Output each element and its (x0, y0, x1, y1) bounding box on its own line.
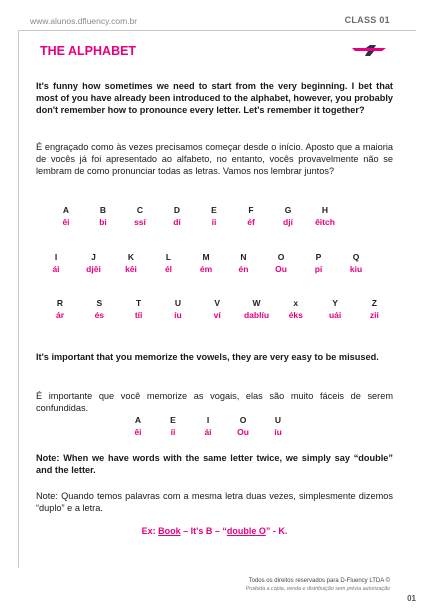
pronunciation: ssí (134, 217, 146, 227)
letter: Y (332, 298, 338, 308)
intro-portuguese: É engraçado como às vezes precisamos começar desde o início. Aposto que a maioria de vocês já foi apresentado ao alfabeto, no entanto, vocês provavelmente não se lembram de como pronunciar todas as letras. Vamos nos lembrar juntos? (36, 142, 393, 177)
letter-cell (116, 252, 146, 275)
pronunciation: djí (283, 217, 293, 227)
letter-cell (228, 415, 258, 438)
letter-cell (281, 298, 311, 321)
note-portuguese: Note: Quando temos palavras com a mesma letra duas vezes, simplesmente dizemos “duplo” e a letra. (36, 491, 393, 514)
pronunciation: íi (170, 427, 176, 437)
letter-row (36, 252, 393, 278)
letter: G (284, 205, 292, 215)
letter: U (274, 415, 282, 425)
letter: F (248, 205, 254, 215)
pronunciation: ví (213, 310, 221, 320)
pronunciation: él (164, 264, 173, 274)
pronunciation: Ou (237, 427, 249, 437)
letter: S (96, 298, 103, 308)
pronunciation: ár (55, 310, 65, 320)
example-prefix: Ex: (141, 526, 159, 536)
letter: V (214, 298, 221, 308)
example-middle: – It's B – “ (180, 526, 227, 536)
pronunciation: ái (204, 427, 212, 437)
letter-cell (158, 415, 188, 438)
pronunciation: kiu (349, 264, 363, 274)
page-number: 01 (407, 594, 416, 603)
pronunciation: éks (288, 310, 303, 320)
letter: D (173, 205, 181, 215)
letter-cell (162, 205, 192, 228)
letter-row (36, 298, 393, 324)
top-divider (18, 30, 416, 31)
pronunciation: dí (173, 217, 181, 227)
letter-row (36, 415, 393, 441)
letter-cell (229, 252, 259, 275)
pronunciation: ém (199, 264, 213, 274)
pronunciation: és (94, 310, 105, 320)
pronunciation: uái (328, 310, 342, 320)
pronunciation: bi (99, 217, 107, 227)
letter: J (91, 252, 96, 262)
letter: E (170, 415, 176, 425)
pronunciation: Ou (275, 264, 287, 274)
pronunciation: íu (174, 310, 182, 320)
letter-row (36, 205, 393, 231)
vowels-portuguese: É importante que você memorize as vogais, elas são muito fáceis de serem confundidas. (36, 391, 393, 414)
pronunciation: ái (52, 264, 60, 274)
letter-cell (304, 252, 334, 275)
letter-cell (310, 205, 340, 228)
pronunciation: íu (274, 427, 282, 437)
pronunciation: dablíu (243, 310, 270, 320)
letter-cell (341, 252, 371, 275)
pronunciation: djêi (86, 264, 101, 274)
letter: C (136, 205, 144, 215)
letter: T (135, 298, 142, 308)
letter-cell (154, 252, 184, 275)
pronunciation: êitch (315, 217, 335, 227)
intro-english: It's funny how sometimes we need to start from the very beginning. I bet that most of you have already been introduced to the alphabet, however, you probably don't remember how to pronounce every letter. Let's remember it together? (36, 81, 393, 116)
site-url: www.alunos.dfluency.com.br (30, 16, 138, 26)
letter: I (206, 415, 210, 425)
letter-cell (242, 298, 272, 321)
example-word: Book (158, 526, 181, 536)
letter: L (165, 252, 172, 262)
example-line (36, 526, 393, 536)
pronunciation: êi (134, 427, 142, 437)
pronunciation: pí (314, 264, 323, 274)
letter: A (134, 415, 142, 425)
pronunciation: zii (369, 310, 379, 320)
letter-cell (202, 298, 232, 321)
page-title: THE ALPHABET (40, 44, 137, 58)
class-label: CLASS 01 (344, 15, 390, 25)
letter: R (56, 298, 64, 308)
footer-rights: Todos os direitos reservados para D-Fluency LTDA © (248, 578, 390, 584)
letter-cell (51, 205, 81, 228)
letter: x (293, 298, 299, 308)
letter-cell (88, 205, 118, 228)
letter: K (127, 252, 135, 262)
letter: Q (352, 252, 360, 262)
letter: N (240, 252, 247, 262)
letter: B (99, 205, 107, 215)
letter-cell (84, 298, 114, 321)
letter-cell (124, 298, 154, 321)
letter: Z (371, 298, 377, 308)
letter-cell (125, 205, 155, 228)
footer-notice: Proibida a cópia, venda e distribuição sem prévia autorização (245, 586, 390, 592)
letter: M (202, 252, 210, 262)
letter-cell (320, 298, 350, 321)
letter-cell (273, 205, 303, 228)
letter-cell (163, 298, 193, 321)
pronunciation: éf (247, 217, 255, 227)
letter: O (277, 252, 285, 262)
letter-cell (359, 298, 389, 321)
letter-cell (79, 252, 109, 275)
vowels-english: It's important that you memorize the vowels, they are very easy to be misused. (36, 352, 379, 362)
letter: E (211, 205, 217, 215)
example-suffix: ” - K. (265, 526, 288, 536)
letter-cell (266, 252, 296, 275)
letter: O (239, 415, 247, 425)
left-divider (18, 30, 19, 568)
letter: I (54, 252, 58, 262)
letter-cell (263, 415, 293, 438)
letter: U (174, 298, 181, 308)
note-english: Note: When we have words with the same letter twice, we simply say “double” and the letter. (36, 453, 393, 476)
letter-cell (193, 415, 223, 438)
letter-cell (199, 205, 229, 228)
pronunciation: én (238, 264, 249, 274)
letter-cell (123, 415, 153, 438)
letter: A (62, 205, 70, 215)
pronunciation: êi (62, 217, 70, 227)
example-double: double O (226, 526, 266, 536)
letter-cell (236, 205, 266, 228)
letter-cell (45, 298, 75, 321)
pronunciation: tíi (134, 310, 143, 320)
pronunciation: íi (211, 217, 217, 227)
letter: W (252, 298, 261, 308)
letter: P (315, 252, 322, 262)
letter: H (321, 205, 329, 215)
letter-cell (191, 252, 221, 275)
dfluency-logo-icon (352, 44, 386, 63)
letter-cell (41, 252, 71, 275)
pronunciation: kêi (125, 264, 137, 274)
